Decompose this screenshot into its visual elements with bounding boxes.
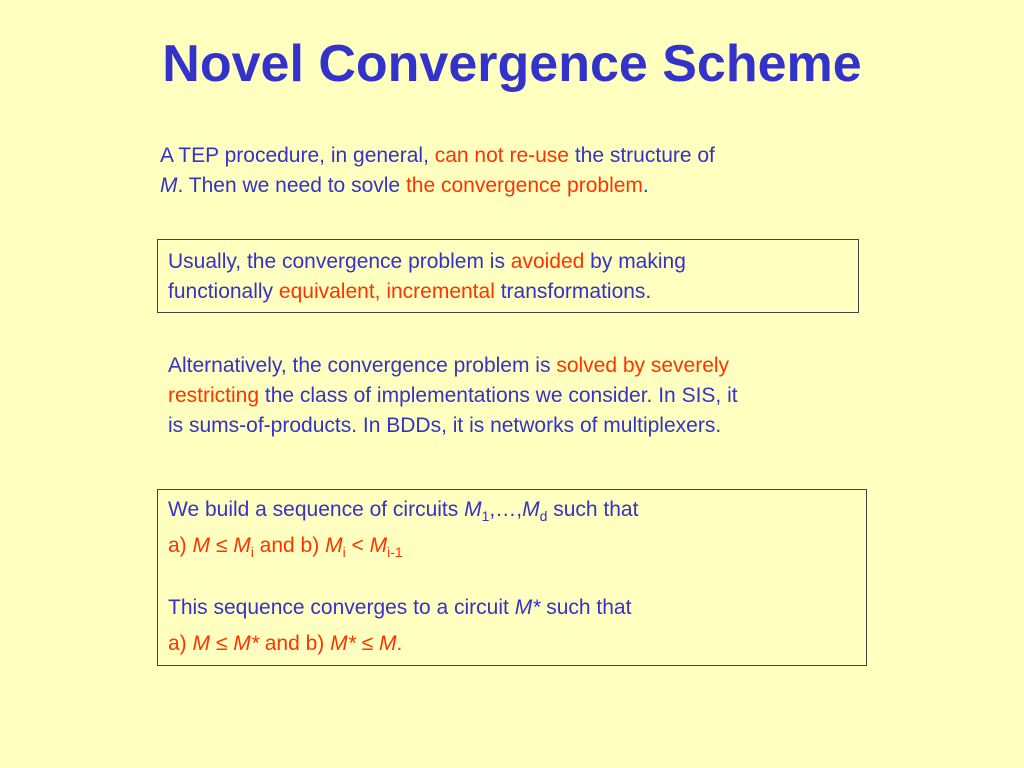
math-subscript: i [250, 544, 254, 560]
sequence-line [168, 495, 638, 525]
alternative-text: Alternatively, the convergence problem is [168, 354, 557, 377]
condition-text: a) [168, 534, 193, 557]
math-m: M [378, 632, 397, 655]
sequence-text: ,…, [489, 498, 523, 521]
converges-text: This sequence converges to a circuit [168, 596, 515, 619]
condition-text: and b) [253, 534, 326, 557]
avoided-paragraph [168, 247, 686, 307]
math-m: M [464, 498, 482, 521]
math-le: ≤ [210, 534, 234, 557]
avoided-highlight: avoided [510, 250, 585, 273]
condition-line-2 [168, 629, 402, 659]
math-m: M [192, 534, 211, 557]
intro-text: . Then we need to sovle [177, 174, 406, 197]
math-m: M [325, 534, 343, 557]
sequence-text: We build a sequence of circuits [168, 498, 465, 521]
intro-text: A TEP procedure, in general, [160, 144, 435, 167]
sequence-paragraph [168, 493, 858, 663]
math-m: M [233, 534, 251, 557]
math-mstar: M* [233, 632, 259, 655]
converges-line [168, 593, 631, 623]
math-m: M [522, 498, 540, 521]
math-mstar: M* [330, 632, 356, 655]
math-subscript: d [539, 508, 548, 524]
intro-paragraph [160, 141, 715, 201]
avoided-text: functionally [168, 280, 279, 303]
alternative-paragraph [168, 351, 738, 441]
intro-highlight: can not re-use [434, 144, 569, 167]
condition-line-1 [168, 531, 403, 561]
alternative-text: the class of implementations we consider. In SIS, it [259, 384, 738, 407]
math-m: M [192, 632, 211, 655]
alternative-line-3: is sums-of-products. In BDDs, it is networks of multiplexers. [168, 414, 722, 437]
math-le: ≤ [210, 632, 234, 655]
intro-math-m: M [160, 174, 178, 197]
sequence-text: such that [547, 498, 639, 521]
intro-line-2 [160, 171, 715, 201]
math-subscript: 1 [481, 508, 490, 524]
math-subscript: i [342, 544, 346, 560]
intro-text: . [642, 174, 649, 197]
slide-title: Novel Convergence Scheme [162, 35, 862, 93]
avoided-text: transformations. [494, 280, 652, 303]
alternative-highlight: solved by severely [556, 354, 730, 377]
avoided-text: by making [584, 250, 686, 273]
avoided-highlight: equivalent, incremental [278, 280, 495, 303]
math-m: M [369, 534, 388, 557]
alternative-highlight: restricting [168, 384, 260, 407]
avoided-text: Usually, the convergence problem is [168, 250, 511, 273]
math-lt: < [345, 534, 370, 557]
avoided-line-2 [168, 277, 686, 307]
math-subscript: i-1 [387, 544, 403, 560]
alternative-line-2 [168, 381, 738, 411]
avoided-line-1 [168, 247, 686, 277]
math-mstar: M* [514, 596, 541, 619]
intro-line-1 [160, 141, 715, 171]
alternative-line-1 [168, 351, 738, 381]
condition-text: and b) [258, 632, 331, 655]
math-le: ≤ [355, 632, 379, 655]
condition-text: a) [168, 632, 193, 655]
intro-text: the structure of [568, 144, 715, 167]
converges-text: such that [540, 596, 632, 619]
intro-highlight: the convergence problem [405, 174, 643, 197]
condition-text: . [396, 632, 403, 655]
